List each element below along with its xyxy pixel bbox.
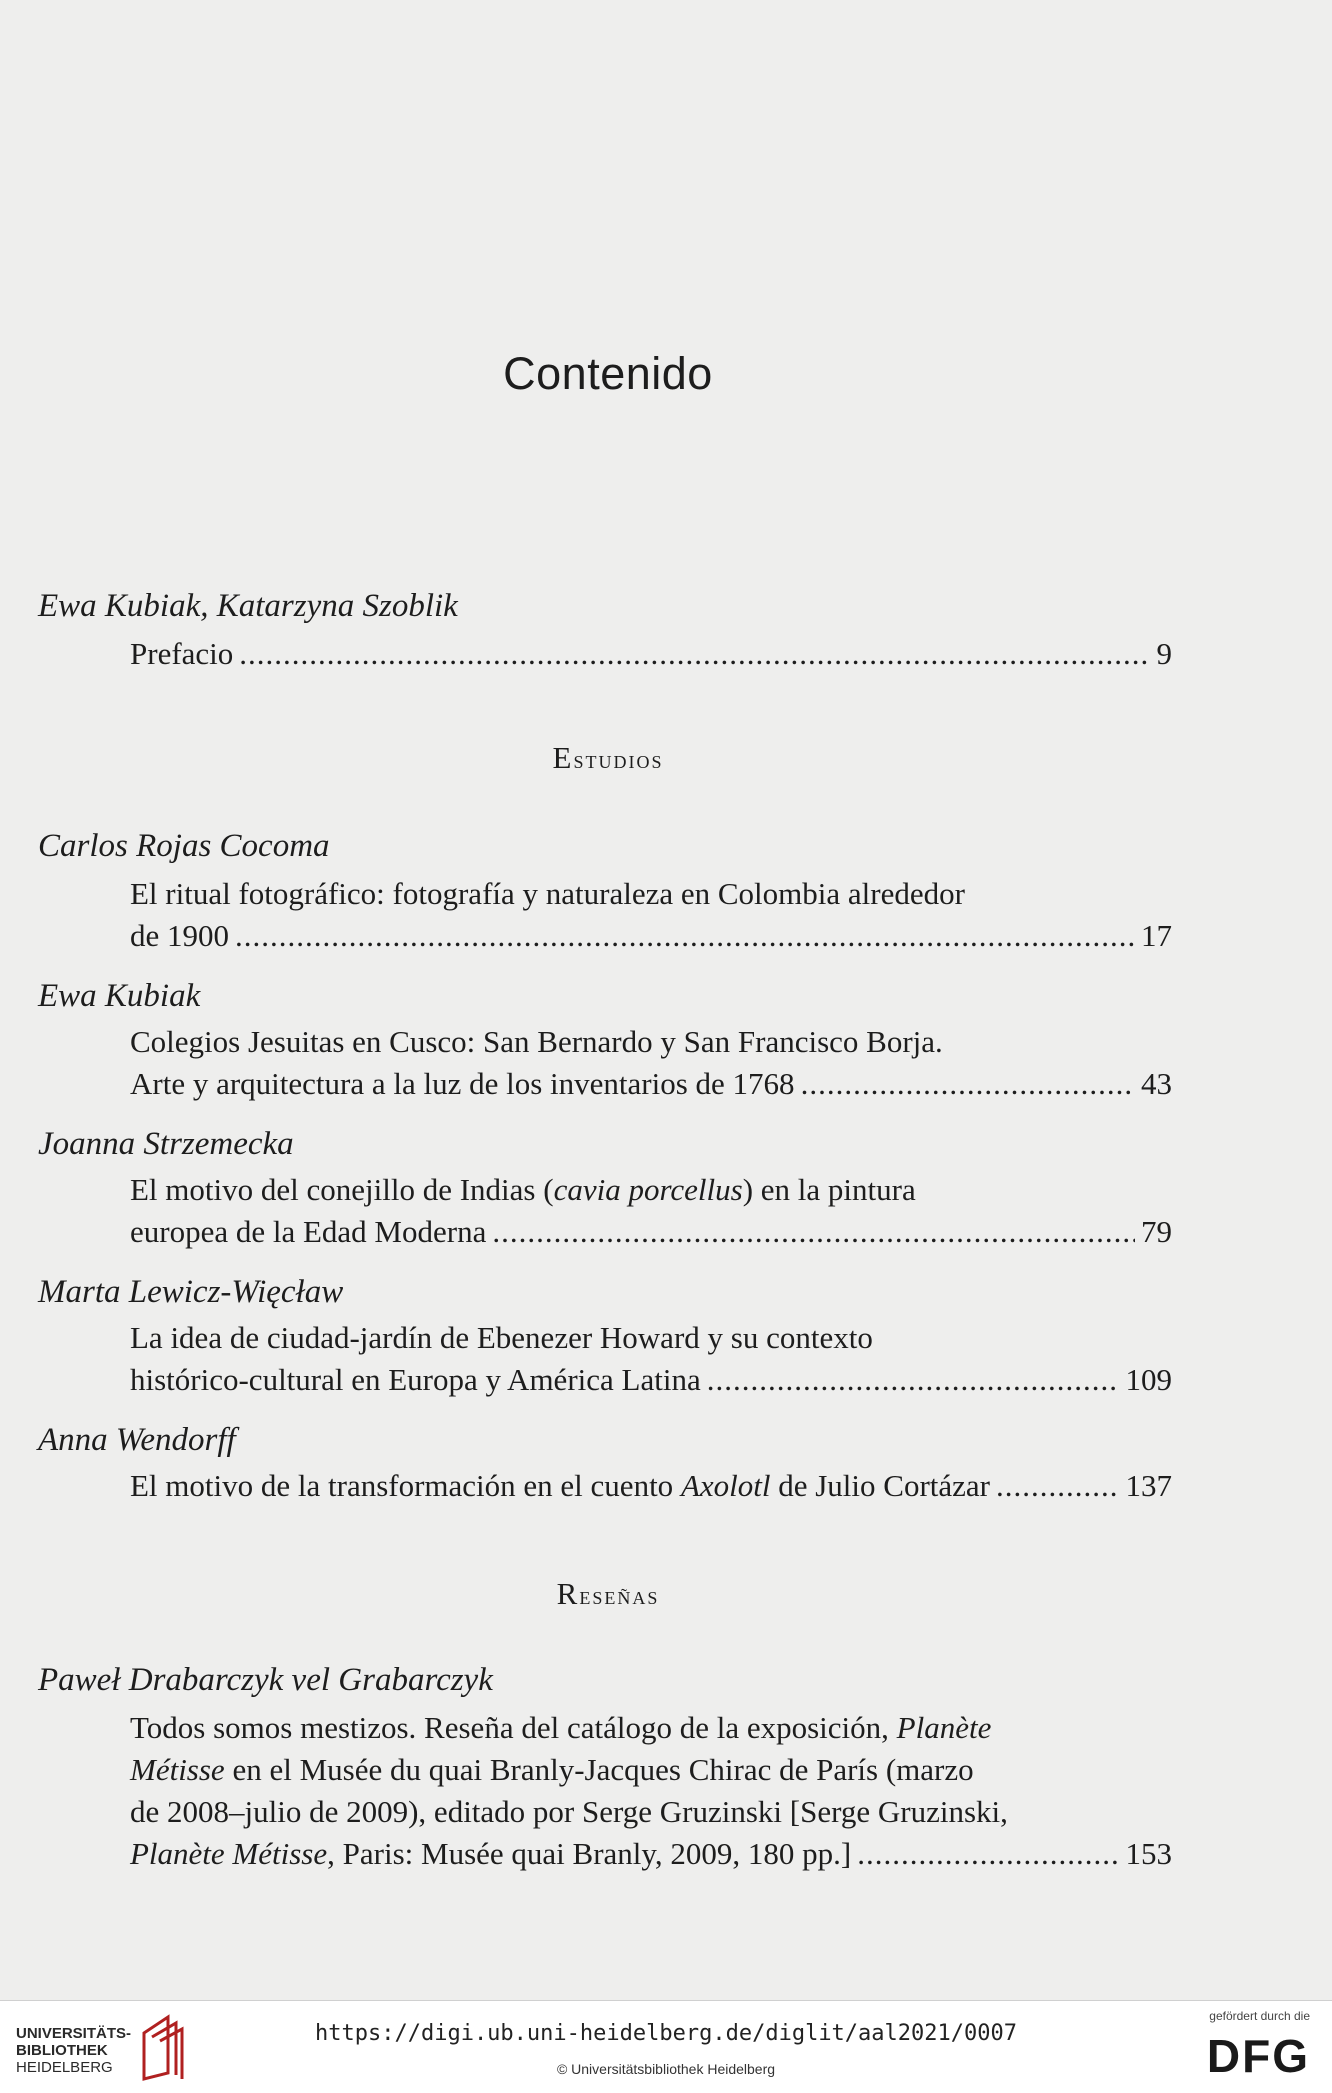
entry-title-line: El motivo del conejillo de Indias (cavia porcellus) en la pintura — [130, 1172, 916, 1207]
entry-author: Marta Lewicz-Więcław — [38, 1274, 344, 1310]
entry-page-number: 137 — [1125, 1468, 1172, 1503]
dot-leader — [239, 636, 1150, 672]
entry-title-text: El motivo de la transformación en el cuento Axolotl de Julio Cortázar — [130, 1468, 990, 1503]
entry-title-text: Prefacio — [130, 636, 234, 671]
section-heading-resenas: Reseñas — [556, 1576, 660, 1611]
entry-page-number: 153 — [1125, 1836, 1172, 1871]
entry-author: Anna Wendorff — [38, 1422, 236, 1458]
entry-author: Joanna Strzemecka — [38, 1126, 294, 1162]
entry-title-line — [130, 1066, 1172, 1102]
entry-title-line — [130, 636, 1172, 672]
permalink-url[interactable]: https://digi.ub.uni-heidelberg.de/diglit/aal2021/0007 — [315, 2021, 1017, 2046]
entry-page-number: 109 — [1125, 1362, 1172, 1397]
entry-title-line — [130, 1468, 1172, 1504]
entry-page-number: 43 — [1141, 1066, 1172, 1101]
copyright-notice: © Universitätsbibliothek Heidelberg — [556, 2061, 776, 2077]
entry-title-line: Todos somos mestizos. Reseña del catálogo de la exposición, Planète — [130, 1710, 992, 1745]
entry-title-text: europea de la Edad Moderna — [130, 1214, 487, 1249]
dfg-logo: DFG — [1206, 2030, 1310, 2082]
entry-title-line — [130, 1836, 1172, 1872]
entry-title-line: El ritual fotográfico: fotografía y naturaleza en Colombia alrededor — [130, 876, 965, 911]
page-title: Contenido — [503, 348, 713, 399]
entry-page-number: 79 — [1141, 1214, 1172, 1249]
dot-leader — [996, 1468, 1120, 1504]
funder-label: gefördert durch die — [1209, 2009, 1310, 2023]
entry-title-line: Métisse en el Musée du quai Branly-Jacques Chirac de París (marzo — [130, 1752, 974, 1787]
entry-title-text: histórico-cultural en Europa y América Latina — [130, 1362, 701, 1397]
entry-title-line — [130, 1362, 1172, 1398]
entry-title-line: La idea de ciudad-jardín de Ebenezer Howard y su contexto — [130, 1320, 873, 1355]
entry-page-number: 17 — [1141, 918, 1172, 953]
viewer-footer — [0, 2000, 1332, 2093]
entry-author: Carlos Rojas Cocoma — [38, 828, 330, 864]
entry-page-number: 9 — [1156, 636, 1172, 671]
entry-title-line: Colegios Jesuitas en Cusco: San Bernardo y San Francisco Borja. — [130, 1024, 943, 1059]
entry-title-line: de 2008–julio de 2009), editado por Serge Gruzinski [Serge Gruzinski, — [130, 1794, 1008, 1829]
entry-author: Ewa Kubiak — [38, 978, 201, 1014]
section-heading-estudios: Estudios — [552, 740, 664, 775]
entry-title-text: de 1900 — [130, 918, 230, 953]
dot-leader — [492, 1214, 1135, 1250]
dot-leader — [235, 918, 1135, 954]
entry-title-text: Arte y arquitectura a la luz de los inventarios de 1768 — [130, 1066, 795, 1101]
dot-leader — [801, 1066, 1135, 1102]
entry-title-text: Planète Métisse, Paris: Musée quai Branly, 2009, 180 pp.] — [130, 1836, 852, 1871]
entry-title-line — [130, 1214, 1172, 1250]
library-logo-text: UNIVERSITÄTS- BIBLIOTHEK HEIDELBERG — [16, 2025, 132, 2076]
dot-leader — [857, 1836, 1119, 1872]
entry-title-line — [130, 918, 1172, 954]
dot-leader — [707, 1362, 1120, 1398]
entry-author: Ewa Kubiak, Katarzyna Szoblik — [38, 588, 458, 624]
entry-author: Paweł Drabarczyk vel Grabarczyk — [38, 1662, 493, 1698]
